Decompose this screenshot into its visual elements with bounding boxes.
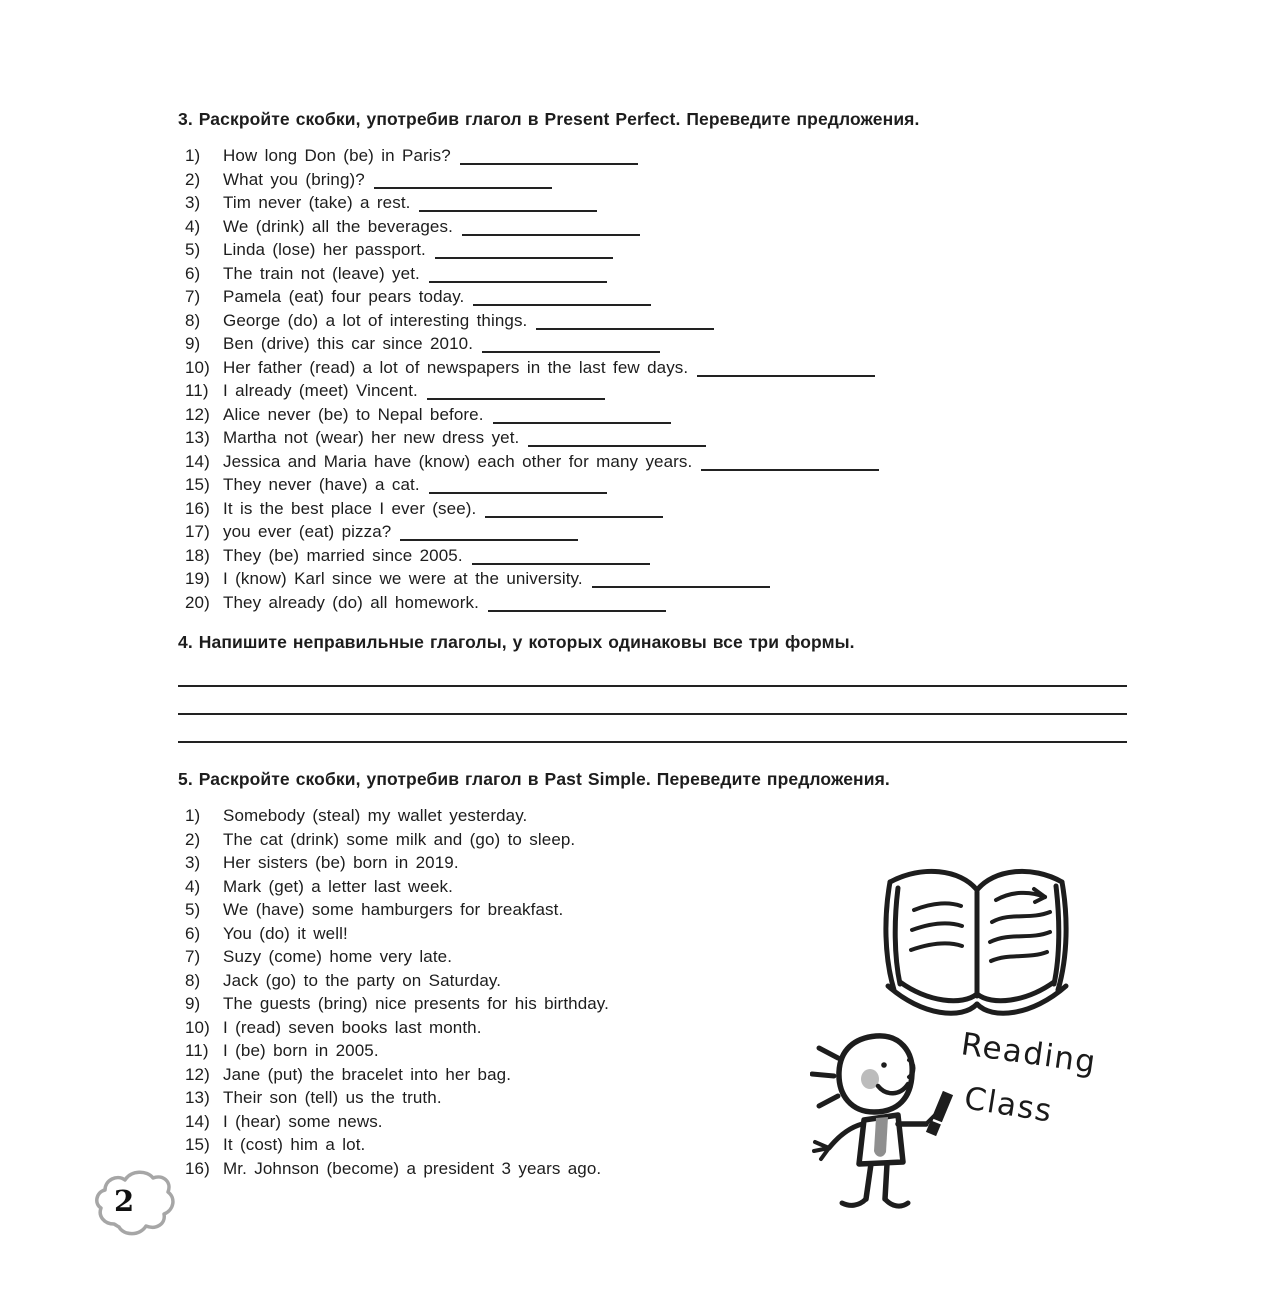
answer-blank-line bbox=[462, 220, 640, 236]
caption-word-reading: Reading bbox=[958, 1026, 1099, 1081]
item-text: They (be) married since 2005. bbox=[223, 545, 463, 565]
item-number: 8) bbox=[185, 970, 201, 990]
exercise-3-item bbox=[185, 473, 1127, 497]
item-text: I (read) seven books last month. bbox=[223, 1017, 482, 1037]
item-number: 18) bbox=[185, 545, 210, 565]
item-text: We (drink) all the beverages. bbox=[223, 216, 453, 236]
answer-blank-line bbox=[472, 549, 650, 565]
item-text: Alice never (be) to Nepal before. bbox=[223, 404, 484, 424]
item-text: Somebody (steal) my wallet yesterday. bbox=[223, 806, 528, 825]
exercise-3-item bbox=[185, 215, 1127, 239]
caption-word-class: Class bbox=[961, 1080, 1056, 1130]
exercise-3-item bbox=[185, 426, 1127, 450]
answer-blank-line bbox=[374, 173, 552, 189]
item-text: I (know) Karl since we were at the university. bbox=[223, 569, 583, 588]
item-number: 12) bbox=[185, 404, 210, 424]
page-number-cloud bbox=[92, 1166, 176, 1244]
answer-blank-line bbox=[482, 337, 660, 353]
exercise-4-section bbox=[178, 632, 1127, 743]
item-text: Tim never (take) a rest. bbox=[223, 193, 411, 212]
item-text: Her sisters (be) born in 2019. bbox=[223, 853, 459, 872]
tie-shape bbox=[874, 1117, 888, 1157]
item-text: The cat (drink) some milk and (go) to sleep. bbox=[223, 829, 576, 849]
item-number: 6) bbox=[185, 923, 201, 943]
reading-class-illustration bbox=[810, 858, 1110, 1220]
item-number: 3) bbox=[185, 193, 201, 212]
item-number: 4) bbox=[185, 876, 201, 896]
answer-write-line bbox=[178, 715, 1127, 743]
item-number: 1) bbox=[185, 806, 201, 825]
exercise-3-item bbox=[185, 450, 1127, 474]
item-text: I already (meet) Vincent. bbox=[223, 381, 418, 400]
exercise-3-item bbox=[185, 168, 1127, 192]
item-text: Jane (put) the bracelet into her bag. bbox=[223, 1064, 512, 1084]
item-text: Jessica and Maria have (know) each other for many years. bbox=[223, 451, 693, 471]
item-number: 10) bbox=[185, 357, 210, 377]
answer-blank-line bbox=[528, 431, 706, 447]
reading-class-caption bbox=[959, 1026, 1099, 1130]
item-text: It (cost) him a lot. bbox=[223, 1135, 366, 1154]
item-number: 14) bbox=[185, 451, 210, 471]
answer-write-line bbox=[178, 659, 1127, 687]
item-number: 1) bbox=[185, 146, 201, 165]
answer-blank-line bbox=[488, 596, 666, 612]
item-number: 13) bbox=[185, 428, 210, 447]
item-number: 9) bbox=[185, 994, 201, 1013]
item-number: 17) bbox=[185, 522, 210, 541]
answer-write-line bbox=[178, 687, 1127, 715]
item-text: What you (bring)? bbox=[223, 169, 365, 189]
exercise-3-item bbox=[185, 238, 1127, 262]
item-text: Ben (drive) this car since 2010. bbox=[223, 334, 474, 353]
exercise-5-heading: 5. Раскройте скобки, употребив глагол в Past Simple. Переведите предложения. bbox=[178, 769, 890, 789]
item-number: 4) bbox=[185, 216, 201, 236]
item-text: I (hear) some news. bbox=[223, 1111, 383, 1131]
item-text: How long Don (be) in Paris? bbox=[223, 146, 451, 165]
item-number: 13) bbox=[185, 1088, 210, 1107]
item-text: Linda (lose) her passport. bbox=[223, 240, 426, 259]
answer-blank-line bbox=[536, 314, 714, 330]
item-number: 15) bbox=[185, 1135, 210, 1154]
item-text: Pamela (eat) four pears today. bbox=[223, 287, 465, 306]
exercise-3-item bbox=[185, 309, 1127, 333]
item-text: Their son (tell) us the truth. bbox=[223, 1088, 442, 1107]
item-text: Jack (go) to the party on Saturday. bbox=[223, 970, 502, 990]
item-number: 3) bbox=[185, 853, 201, 872]
item-number: 6) bbox=[185, 263, 201, 283]
answer-blank-line bbox=[701, 455, 879, 471]
item-text: Mark (get) a letter last week. bbox=[223, 876, 453, 896]
exercise-3-item bbox=[185, 591, 1127, 615]
exercise-4-heading: 4. Напишите неправильные глаголы, у которых одинаковы все три формы. bbox=[178, 632, 855, 652]
item-text: The train not (leave) yet. bbox=[223, 263, 420, 283]
item-text: George (do) a lot of interesting things. bbox=[223, 310, 528, 330]
item-number: 10) bbox=[185, 1017, 210, 1037]
stick-figure-drawing bbox=[812, 1036, 948, 1206]
item-number: 11) bbox=[185, 1041, 209, 1060]
exercise-3-item bbox=[185, 285, 1127, 309]
answer-blank-line bbox=[435, 243, 613, 259]
answer-blank-line bbox=[429, 267, 607, 283]
item-number: 19) bbox=[185, 569, 210, 588]
exercise-3-item bbox=[185, 144, 1127, 168]
item-text: They never (have) a cat. bbox=[223, 475, 420, 494]
item-number: 2) bbox=[185, 169, 201, 189]
answer-blank-line bbox=[460, 149, 638, 165]
open-book-icon bbox=[886, 871, 1066, 1013]
item-number: 16) bbox=[185, 498, 210, 518]
item-number: 7) bbox=[185, 947, 201, 966]
item-number: 11) bbox=[185, 381, 209, 400]
answer-blank-line bbox=[429, 478, 607, 494]
answer-blank-line bbox=[493, 408, 671, 424]
answer-blank-line bbox=[592, 572, 770, 588]
exercise-3-item bbox=[185, 567, 1127, 591]
item-text: They already (do) all homework. bbox=[223, 592, 479, 612]
answer-blank-line bbox=[400, 525, 578, 541]
item-number: 20) bbox=[185, 592, 210, 612]
item-text: We (have) some hamburgers for breakfast. bbox=[223, 900, 564, 919]
item-number: 8) bbox=[185, 310, 201, 330]
exercise-3-item bbox=[185, 379, 1127, 403]
item-number: 15) bbox=[185, 475, 210, 494]
answer-blank-line bbox=[485, 502, 663, 518]
item-number: 9) bbox=[185, 334, 201, 353]
exercise-4-answer-lines bbox=[178, 659, 1127, 743]
item-text: The guests (bring) nice presents for his birthday. bbox=[223, 994, 609, 1013]
exercise-3-item bbox=[185, 520, 1127, 544]
exercise-5-item bbox=[185, 828, 1127, 852]
exercise-3-item bbox=[185, 497, 1127, 521]
page-number-text: 2 bbox=[114, 1184, 135, 1218]
item-number: 16) bbox=[185, 1158, 210, 1178]
answer-blank-line bbox=[419, 196, 597, 212]
item-text: Martha not (wear) her new dress yet. bbox=[223, 428, 520, 447]
answer-blank-line bbox=[427, 384, 605, 400]
item-text: Suzy (come) home very late. bbox=[223, 947, 453, 966]
answer-blank-line bbox=[473, 290, 651, 306]
cloud-icon bbox=[97, 1172, 173, 1233]
item-text: It is the best place I ever (see). bbox=[223, 498, 477, 518]
exercise-3-item bbox=[185, 544, 1127, 568]
item-text: I (be) born in 2005. bbox=[223, 1041, 379, 1060]
item-number: 5) bbox=[185, 900, 201, 919]
exercise-3-item bbox=[185, 332, 1127, 356]
exercise-3-section bbox=[178, 109, 1127, 614]
marker-pen bbox=[931, 1093, 948, 1134]
exercise-3-heading: 3. Раскройте скобки, употребив глагол в Present Perfect. Переведите предложения. bbox=[178, 109, 920, 129]
item-number: 2) bbox=[185, 829, 201, 849]
exercise-3-item bbox=[185, 262, 1127, 286]
exercise-3-item bbox=[185, 191, 1127, 215]
exercise-3-item bbox=[185, 403, 1127, 427]
item-number: 14) bbox=[185, 1111, 210, 1131]
exercise-3-list bbox=[178, 144, 1127, 614]
item-number: 12) bbox=[185, 1064, 210, 1084]
answer-blank-line bbox=[697, 361, 875, 377]
exercise-3-item bbox=[185, 356, 1127, 380]
item-text: Mr. Johnson (become) a president 3 years ago. bbox=[223, 1158, 602, 1178]
item-text: you ever (eat) pizza? bbox=[223, 522, 392, 541]
exercise-5-item bbox=[185, 804, 1127, 828]
item-text: You (do) it well! bbox=[223, 923, 348, 943]
item-text: Her father (read) a lot of newspapers in the last few days. bbox=[223, 357, 689, 377]
item-number: 5) bbox=[185, 240, 201, 259]
item-number: 7) bbox=[185, 287, 201, 306]
